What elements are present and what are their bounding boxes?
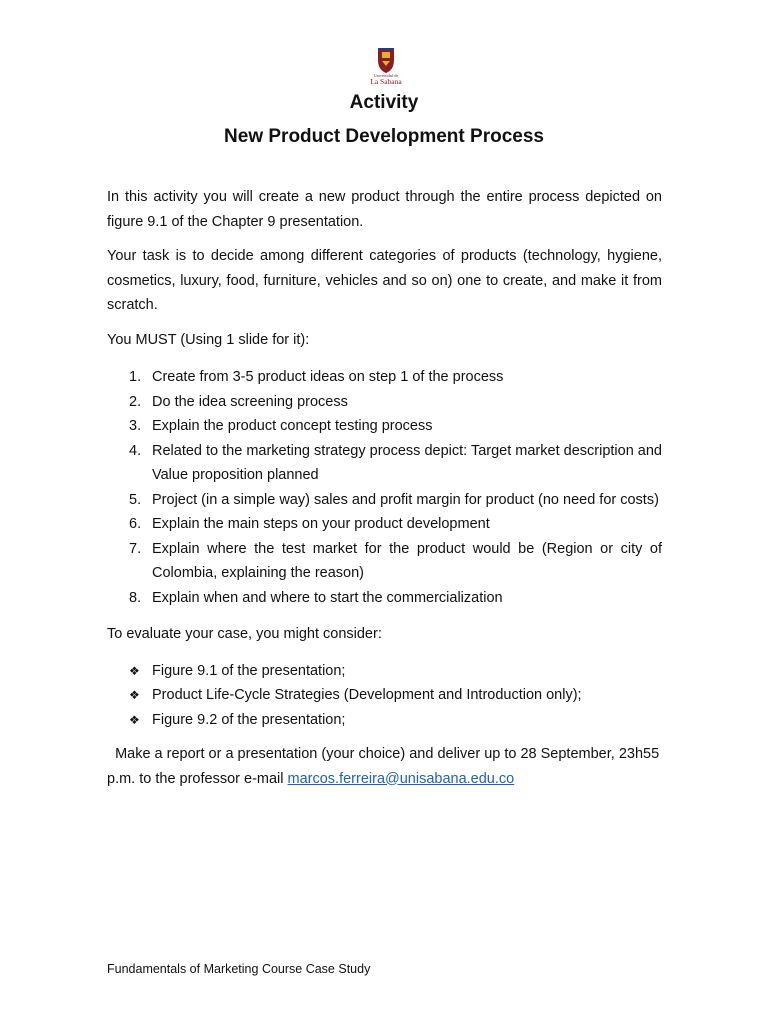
list-item-number: 1.: [129, 369, 142, 385]
list-item-number: 8.: [129, 589, 142, 606]
list-item: [107, 659, 662, 684]
steps-list: [107, 365, 662, 610]
list-item: [107, 512, 662, 537]
list-item-number: 5.: [129, 491, 142, 508]
task-paragraph: Your task is to decide among different categories of products (technology, hygiene, cosmetics, luxury, food, furniture, vehicles and so on) one to create, and make it from scratch.: [107, 248, 662, 313]
list-item-number: 3.: [129, 418, 142, 434]
list-item-number: 6.: [129, 516, 142, 532]
page-footer: Fundamentals of Marketing Course Case Study: [107, 962, 371, 976]
list-item-text: Related to the marketing strategy process depict: Target market description and Value proposition planned: [152, 442, 662, 483]
diamond-bullet-icon: ❖: [129, 688, 140, 702]
page-subtitle: New Product Development Process: [224, 126, 544, 147]
evaluate-paragraph: To evaluate your case, you might consider:: [107, 626, 382, 642]
list-item: [107, 439, 662, 488]
logo-big-text: La Sabana: [370, 77, 402, 86]
list-item-text: Figure 9.2 of the presentation;: [152, 711, 346, 728]
list-item-text: Explain when and where to start the commercialization: [152, 589, 503, 606]
list-item-text: Figure 9.1 of the presentation;: [152, 662, 346, 679]
logo-small-text: Universidad de: [373, 73, 399, 78]
list-item: [107, 683, 662, 708]
list-item-text: Explain where the test market for the product would be (Region or city of Colombia, explaining the reason): [152, 540, 662, 581]
email-link[interactable]: marcos.ferreira@unisabana.edu.co: [287, 770, 515, 787]
list-item-number: 4.: [129, 442, 142, 459]
diamond-bullet-icon: ❖: [129, 663, 140, 678]
diamond-bullet-icon: ❖: [129, 712, 140, 727]
intro-paragraph: In this activity you will create a new product through the entire process depicted on figure 9.1 of the Chapter 9 presentation.: [107, 189, 662, 230]
list-item: [107, 414, 662, 439]
considerations-list: [107, 659, 662, 733]
document-body: [107, 185, 662, 801]
page-title: Activity: [349, 92, 419, 113]
list-item: [107, 708, 662, 733]
list-item: [107, 488, 662, 513]
list-item-number: 2.: [129, 393, 142, 410]
list-item-text: Create from 3-5 product ideas on step 1 of the process: [152, 369, 504, 385]
list-item-text: Explain the product concept testing process: [152, 418, 433, 434]
list-item: [107, 365, 662, 390]
list-item-text: Product Life-Cycle Strategies (Development and Introduction only);: [152, 687, 582, 703]
university-logo: [364, 46, 408, 86]
list-item-text: Explain the main steps on your product development: [152, 516, 490, 532]
list-item: [107, 586, 662, 611]
list-item: [107, 390, 662, 415]
list-item-text: Do the idea screening process: [152, 393, 348, 410]
list-item-number: 7.: [129, 540, 142, 557]
report-paragraph: [107, 742, 662, 791]
list-item-text: Project (in a simple way) sales and profit margin for product (no need for costs): [152, 491, 659, 508]
report-text: Make a report or a presentation (your choice) and deliver up to 28 September, 23h55 p.m. to the professor e-mail: [107, 746, 664, 787]
must-paragraph: You MUST (Using 1 slide for it):: [107, 331, 310, 348]
list-item: [107, 537, 662, 586]
crest-icon: [364, 46, 408, 74]
